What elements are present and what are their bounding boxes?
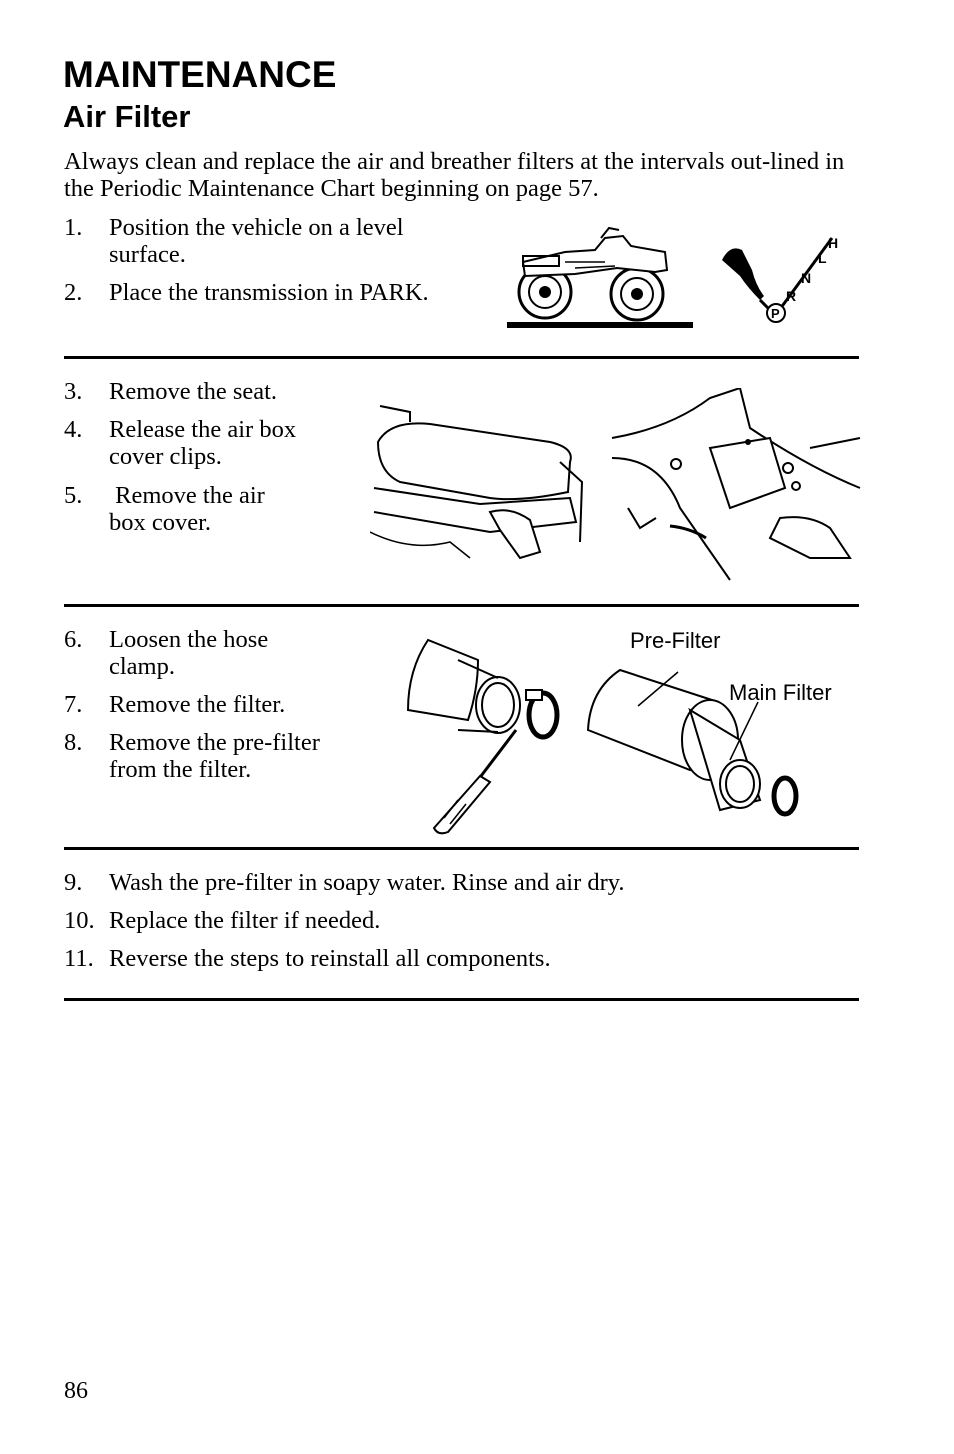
remove-seat-figure (370, 402, 585, 562)
step-text: Reverse the steps to reinstall all components. (109, 945, 551, 972)
step-9 (64, 869, 625, 896)
step-line: Release the air box (109, 416, 297, 443)
step-4 (64, 416, 297, 470)
step-text (109, 482, 369, 536)
page-number: 86 (64, 1378, 88, 1404)
pre-filter-label: Pre-Filter (630, 628, 721, 653)
section-divider (64, 604, 859, 607)
step-number: 3. (64, 378, 83, 405)
step-2 (64, 279, 429, 306)
section-divider (64, 998, 859, 1001)
step-number: 2. (64, 279, 83, 306)
gear-label-n: N (801, 270, 812, 286)
main-filter-label: Main Filter (729, 680, 832, 705)
intro-paragraph (64, 148, 864, 202)
gear-label-r: R (786, 288, 797, 304)
step-text: Place the transmission in PARK. (109, 279, 429, 306)
gear-label-p: P (771, 306, 780, 321)
step-7 (64, 691, 286, 718)
step-line: surface. (109, 241, 186, 268)
step-line: box cover. (109, 509, 212, 536)
step-text (109, 626, 399, 680)
step-10 (64, 907, 381, 934)
step-1 (64, 214, 404, 268)
section-divider (64, 847, 859, 850)
step-line: Remove the air (115, 482, 265, 509)
step-11 (64, 945, 551, 972)
step-line: cover clips. (109, 443, 222, 470)
step-number: 5. (64, 482, 83, 509)
step-3 (64, 378, 278, 405)
gear-label-h: H (828, 235, 839, 251)
gear-shifter-figure (712, 230, 847, 330)
step-5 (64, 482, 265, 536)
step-number: 6. (64, 626, 83, 653)
step-number: 11. (64, 945, 94, 972)
step-line: Remove the pre-filter (109, 729, 320, 756)
step-text (109, 729, 399, 783)
step-line: from the filter. (109, 756, 252, 783)
section-title: MAINTENANCE (63, 54, 337, 95)
step-number: 9. (64, 869, 83, 896)
step-number: 1. (64, 214, 83, 241)
intro-text: Always clean and replace the air and breather filters at the intervals out-lined in the Periodic Maintenance Chart beginning on page 57. (64, 148, 845, 202)
step-text: Remove the seat. (109, 378, 278, 405)
airbox-cover-clips-figure (610, 388, 862, 583)
section-divider (64, 356, 859, 359)
step-line: Loosen the hose (109, 626, 269, 653)
step-number: 4. (64, 416, 83, 443)
step-text: Remove the filter. (109, 691, 286, 718)
step-6 (64, 626, 269, 680)
step-number: 10. (64, 907, 95, 934)
step-line: clamp. (109, 653, 175, 680)
hose-clamp-figure (398, 630, 568, 835)
step-text: Replace the filter if needed. (109, 907, 381, 934)
step-text (109, 416, 369, 470)
step-8 (64, 729, 320, 783)
gear-label-l: L (818, 250, 827, 266)
step-line: Position the vehicle on a level (109, 214, 404, 241)
subsection-title: Air Filter (63, 99, 191, 134)
atv-level-surface-figure (505, 222, 695, 330)
step-number: 8. (64, 729, 83, 756)
step-text (109, 214, 509, 268)
step-text: Wash the pre-filter in soapy water. Rinse and air dry. (109, 869, 625, 896)
step-number: 7. (64, 691, 83, 718)
